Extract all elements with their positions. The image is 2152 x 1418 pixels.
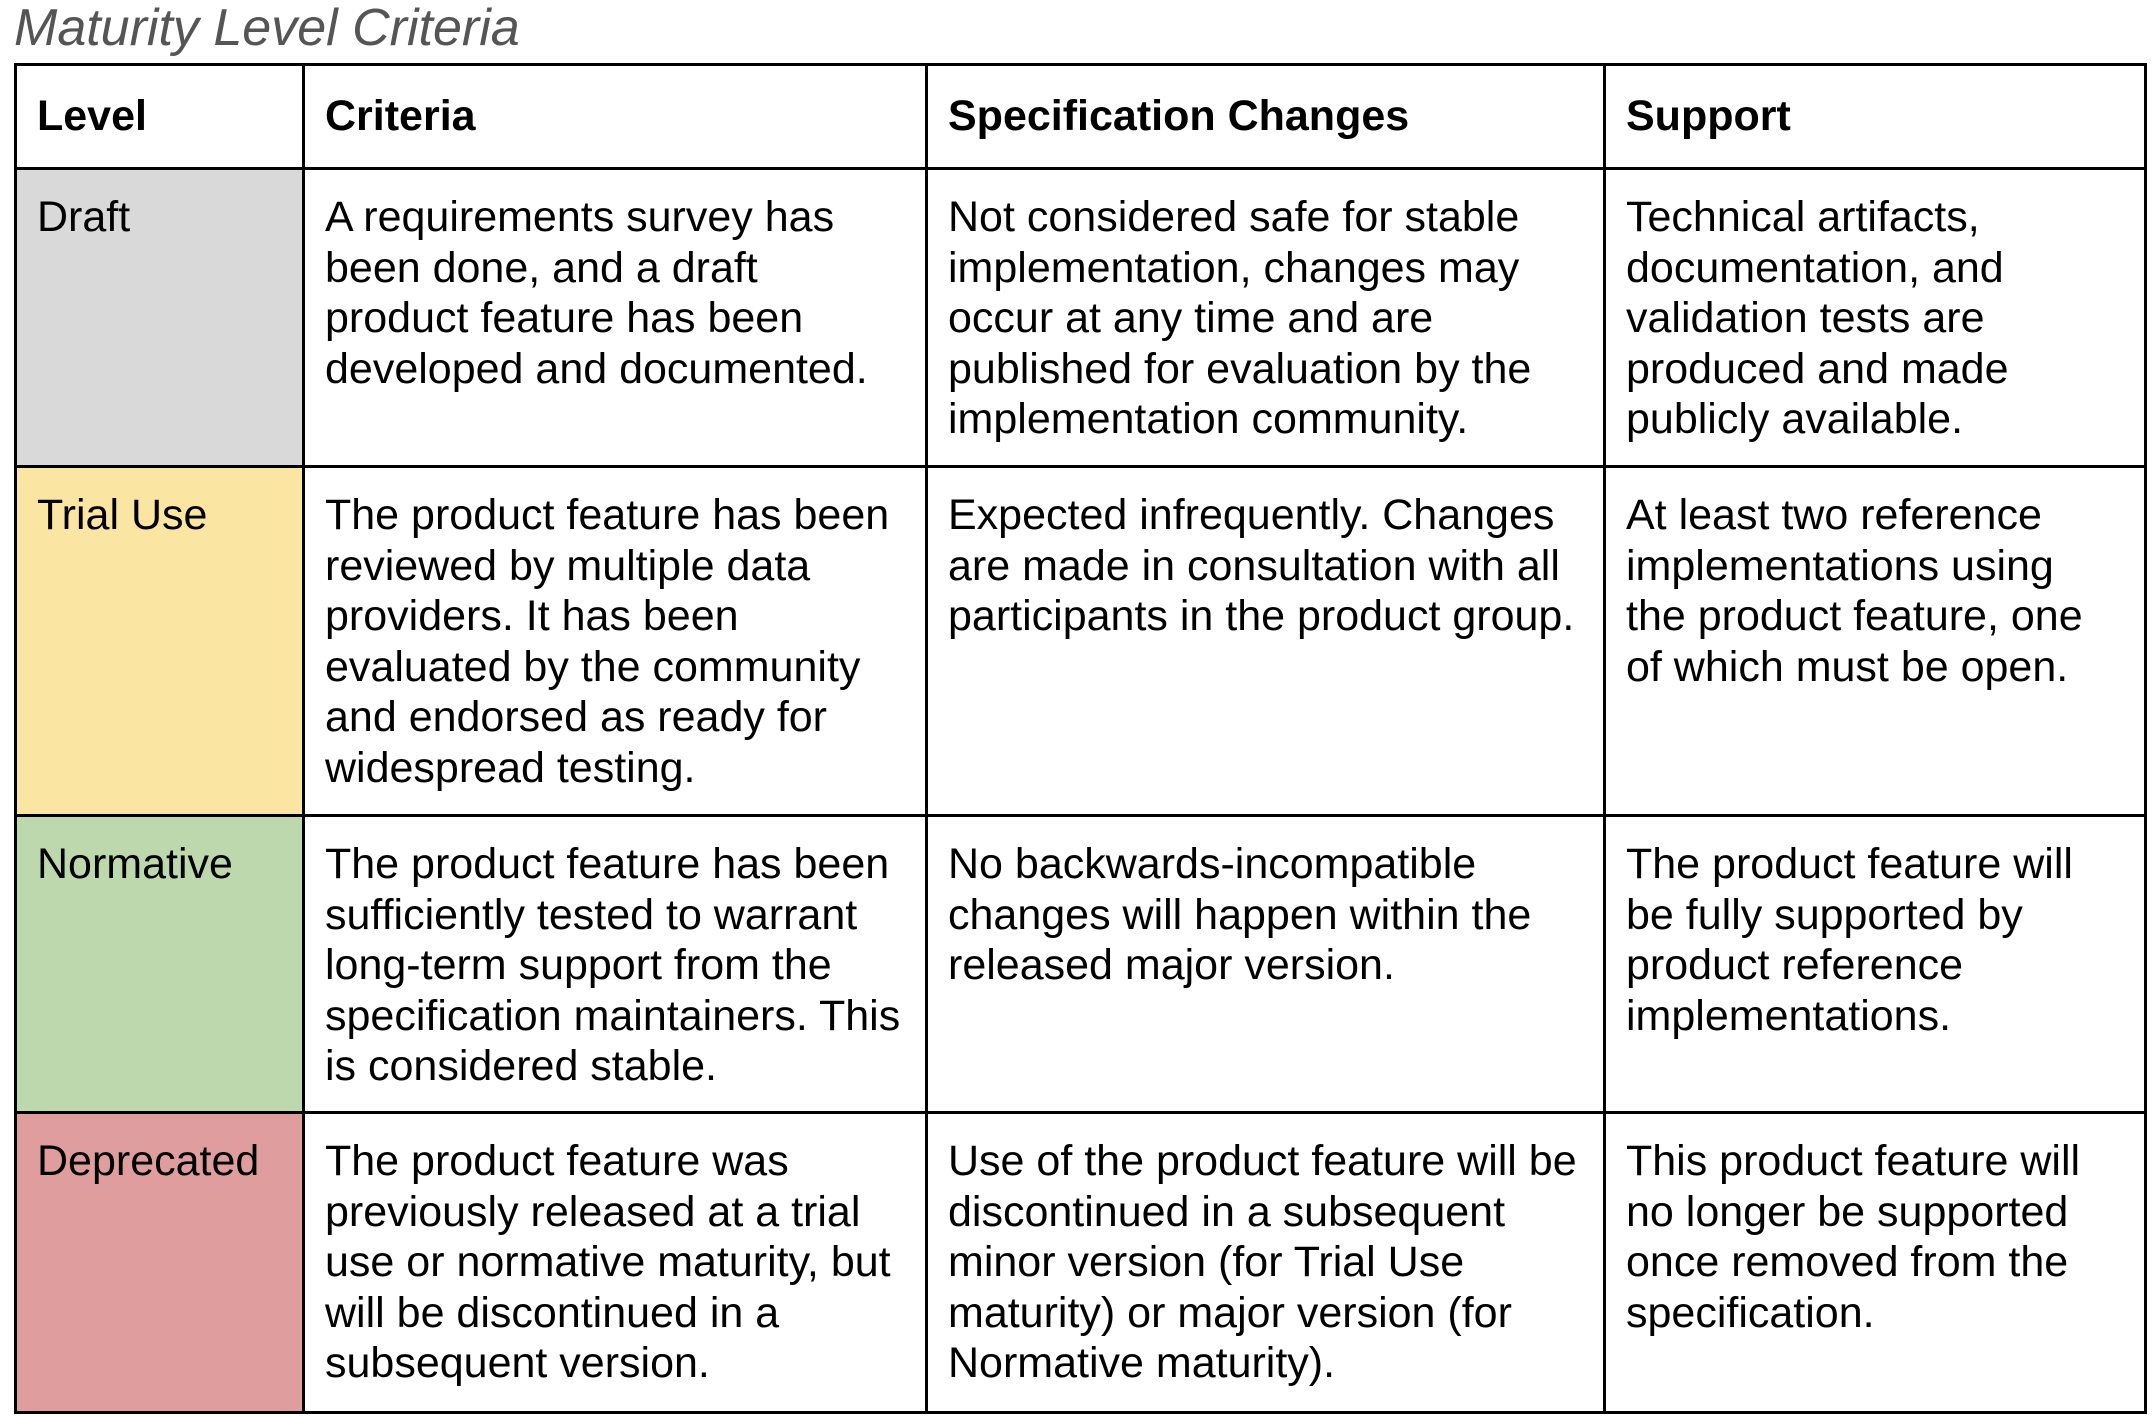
support-cell-deprecated: This product feature will no longer be supported once removed from the specification. <box>1605 1113 2146 1413</box>
spec-changes-cell-trial-use: Expected infrequently. Changes are made in consultation with all participants in the product group. <box>927 467 1605 816</box>
support-cell-normative: The product feature will be fully supported by product reference implementations. <box>1605 816 2146 1113</box>
header-spec-changes: Specification Changes <box>927 65 1605 169</box>
header-support: Support <box>1605 65 2146 169</box>
level-cell-deprecated: Deprecated <box>16 1113 304 1413</box>
table-row-deprecated <box>16 1113 2146 1413</box>
maturity-level-table <box>14 63 2147 1414</box>
header-level: Level <box>16 65 304 169</box>
header-row <box>16 65 2146 169</box>
table-row-trial-use <box>16 467 2146 816</box>
criteria-cell-deprecated: The product feature was previously released at a trial use or normative maturity, but will be discontinued in a subsequent version. <box>304 1113 927 1413</box>
level-cell-draft: Draft <box>16 169 304 467</box>
spec-changes-cell-normative: No backwards-incompatible changes will happen within the released major version. <box>927 816 1605 1113</box>
spec-changes-cell-deprecated: Use of the product feature will be discontinued in a subsequent minor version (for Trial Use maturity) or major version (for Normative maturity). <box>927 1113 1605 1413</box>
header-criteria: Criteria <box>304 65 927 169</box>
support-cell-draft: Technical artifacts, documentation, and validation tests are produced and made publicly available. <box>1605 169 2146 467</box>
table-row-normative <box>16 816 2146 1113</box>
support-cell-trial-use: At least two reference implementations using the product feature, one of which must be open. <box>1605 467 2146 816</box>
level-cell-trial-use: Trial Use <box>16 467 304 816</box>
criteria-cell-trial-use: The product feature has been reviewed by multiple data providers. It has been evaluated by the community and endorsed as ready for widespread testing. <box>304 467 927 816</box>
table-row-draft <box>16 169 2146 467</box>
criteria-cell-normative: The product feature has been sufficiently tested to warrant long-term support from the specification maintainers. This is considered stable. <box>304 816 927 1113</box>
criteria-cell-draft: A requirements survey has been done, and a draft product feature has been developed and documented. <box>304 169 927 467</box>
level-cell-normative: Normative <box>16 816 304 1113</box>
table-caption: Maturity Level Criteria <box>14 0 520 57</box>
spec-changes-cell-draft: Not considered safe for stable implementation, changes may occur at any time and are published for evaluation by the implementation community. <box>927 169 1605 467</box>
